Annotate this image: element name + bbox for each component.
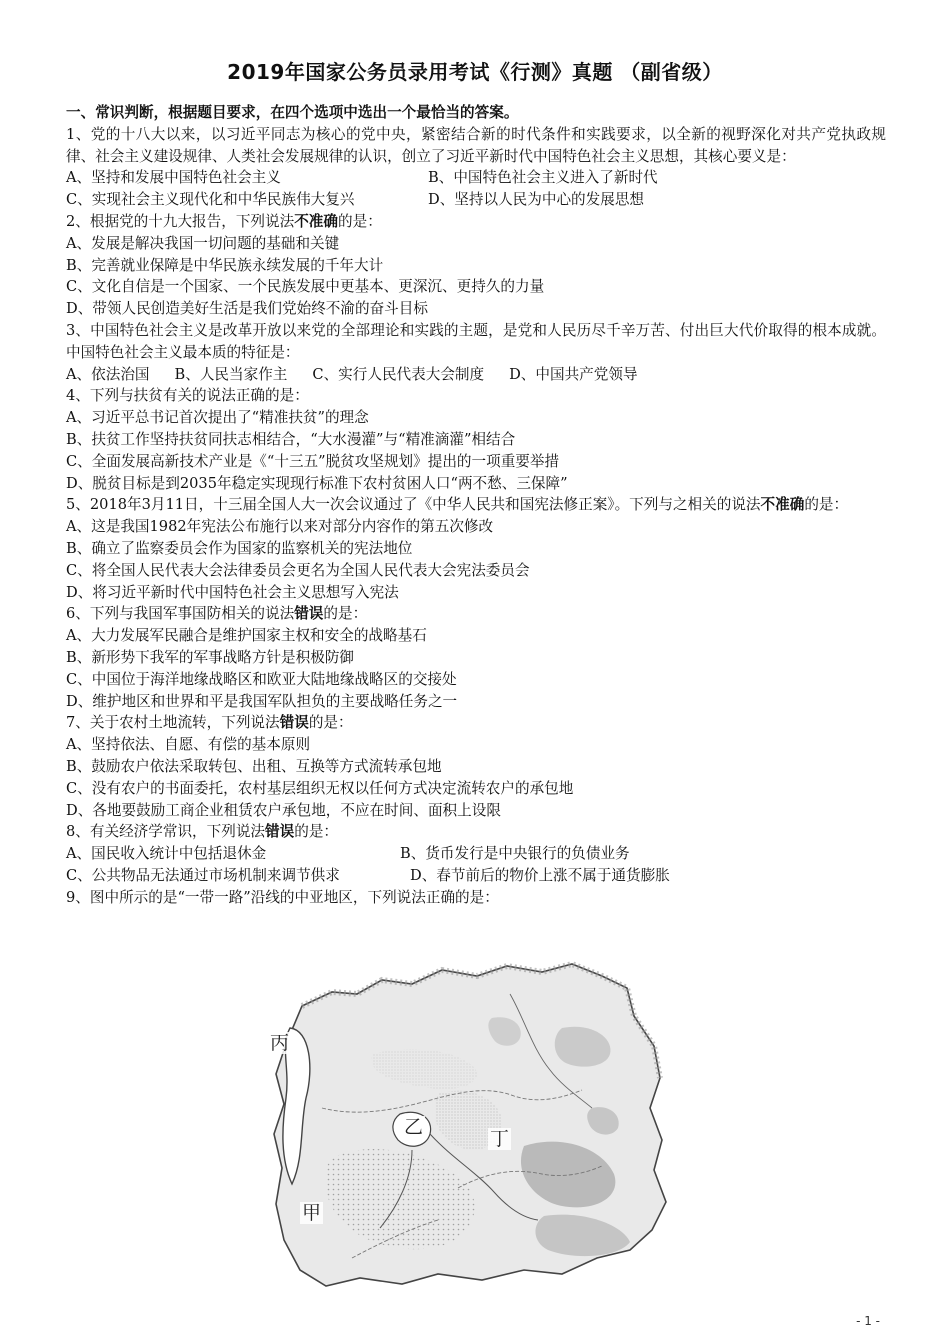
question-section [66,102,886,908]
option-text: C、公共物品无法通过市场机制来调节供求 [66,866,340,884]
map-label-yi: 乙 [404,1116,424,1138]
option-text: A、依法治国 [66,365,150,383]
option-text: B、完善就业保障是中华民族永续发展的千年大计 [66,256,384,274]
question-8-options-row-2 [66,865,886,887]
question-9-stem: 9、图中所示的是“一带一路”沿线的中亚地区，下列说法正确的是： [66,888,499,906]
question-7-stem: 7、关于农村土地流转，下列说法错误的是： [66,714,353,732]
section-heading: 一、常识判断，根据题目要求，在四个选项中选出一个最恰当的答案。 [66,104,519,121]
option-text: D、维护地区和世界和平是我国军队担负的主要战略任务之一 [66,692,458,710]
option-text: A、习近平总书记首次提出了“精准扶贫”的理念 [66,409,369,427]
stem-keyword: 错误 [279,714,309,732]
option-text: D、坚持以人民为中心的发展思想 [428,191,645,209]
page-number: - 1 - [856,1314,880,1328]
question-6-stem: 6、下列与我国军事国防相关的说法错误的是： [66,605,368,623]
stem-keyword: 错误 [265,823,295,841]
page-title: 2019年国家公务员录用考试《行测》真题 （副省级） [227,60,723,84]
question-4-stem: 4、下列与扶贫有关的说法正确的是： [66,387,309,405]
option-text: B、货币发行是中央银行的负债业务 [400,845,630,863]
option-text: C、文化自信是一个国家、一个民族发展中更基本、更深沉、更持久的力量 [66,278,545,296]
question-1-options-row-2 [66,189,886,211]
stem-keyword: 不准确 [294,212,338,230]
question-3-options [66,364,886,386]
question-8-options-row-1 [66,843,886,865]
option-text: C、全面发展高新技术产业是《“十三五”脱贫攻坚规划》提出的一项重要举措 [66,452,560,470]
option-text: A、坚持依法、自愿、有偿的基本原则 [66,736,311,754]
option-text: D、各地要鼓励工商企业租赁农户承包地，不应在时间、面积上设限 [66,801,501,819]
option-text: A、坚持和发展中国特色社会主义 [66,169,281,187]
stem-keyword: 不准确 [760,496,805,514]
option-text: A、国民收入统计中包括退休金 [66,845,267,863]
option-text: B、人民当家作主 [174,365,288,383]
option-text: D、中国共产党领导 [509,365,638,383]
option-text: B、扶贫工作坚持扶贫同扶志相结合，“大水漫灌”与“精准滴灌”相结合 [66,430,516,448]
central-asia-map [262,958,680,1292]
option-text: A、大力发展军民融合是维护国家主权和安全的战略基石 [66,627,427,645]
option-text: C、实行人民代表大会制度 [312,365,485,383]
option-text: A、这是我国1982年宪法公布施行以来对部分内容作的第五次修改 [66,518,494,536]
map-label-ding: 丁 [490,1128,510,1150]
map-illustration [262,958,680,1292]
option-text: C、中国位于海洋地缘战略区和欧亚大陆地缘战略区的交接处 [66,670,457,688]
question-3-stem: 3、中国特色社会主义是改革开放以来党的全部理论和实践的主题，是党和人民历尽千辛万苦、付出巨大代价取得的根本成就。中国特色社会主义最本质的特征是： [66,321,886,361]
option-text: D、春节前后的物价上涨不属于通货膨胀 [410,866,670,884]
option-text: D、带领人民创造美好生活是我们党始终不渝的奋斗目标 [66,300,428,318]
question-8-stem: 8、有关经济学常识，下列说法错误的是： [66,823,339,841]
option-text: C、实现社会主义现代化和中华民族伟大复兴 [66,191,355,209]
question-1-stem: 1、党的十八大以来，以习近平同志为核心的党中央，紧密结合新的时代条件和实践要求，以全新的视野深化对共产党执政规律、社会主义建设规律、人类社会发展规律的认识，创立了习近平新时代中国特色社会主义思想，其核心要义是： [66,125,886,165]
option-text: B、中国特色社会主义进入了新时代 [428,169,658,187]
option-text: D、脱贫目标是到2035年稳定实现现行标准下农村贫困人口“两不愁、三保障” [66,474,568,492]
option-text: B、鼓励农户依法采取转包、出租、互换等方式流转承包地 [66,757,442,775]
option-text: C、没有农户的书面委托，农村基层组织无权以任何方式决定流转农户的承包地 [66,779,574,797]
option-text: B、确立了监察委员会作为国家的监察机关的宪法地位 [66,539,413,557]
question-1-options-row-1 [66,167,886,189]
map-label-jia: 甲 [302,1202,322,1224]
map-label-bing: 丙 [270,1032,290,1054]
option-text: D、将习近平新时代中国特色社会主义思想写入宪法 [66,583,399,601]
option-text: B、新形势下我军的军事战略方针是积极防御 [66,648,355,666]
stem-keyword: 错误 [294,605,324,623]
option-text: C、将全国人民代表大会法律委员会更名为全国人民代表大会宪法委员会 [66,561,530,579]
question-5-stem: 5、2018年3月11日，十三届全国人大一次会议通过了《中华人民共和国宪法修正案》。下列与之相关的说法不准确的是： [66,496,849,514]
option-text: A、发展是解决我国一切问题的基础和关键 [66,234,340,252]
question-2-stem: 2、根据党的十九大报告，下列说法不准确的是： [66,212,382,230]
